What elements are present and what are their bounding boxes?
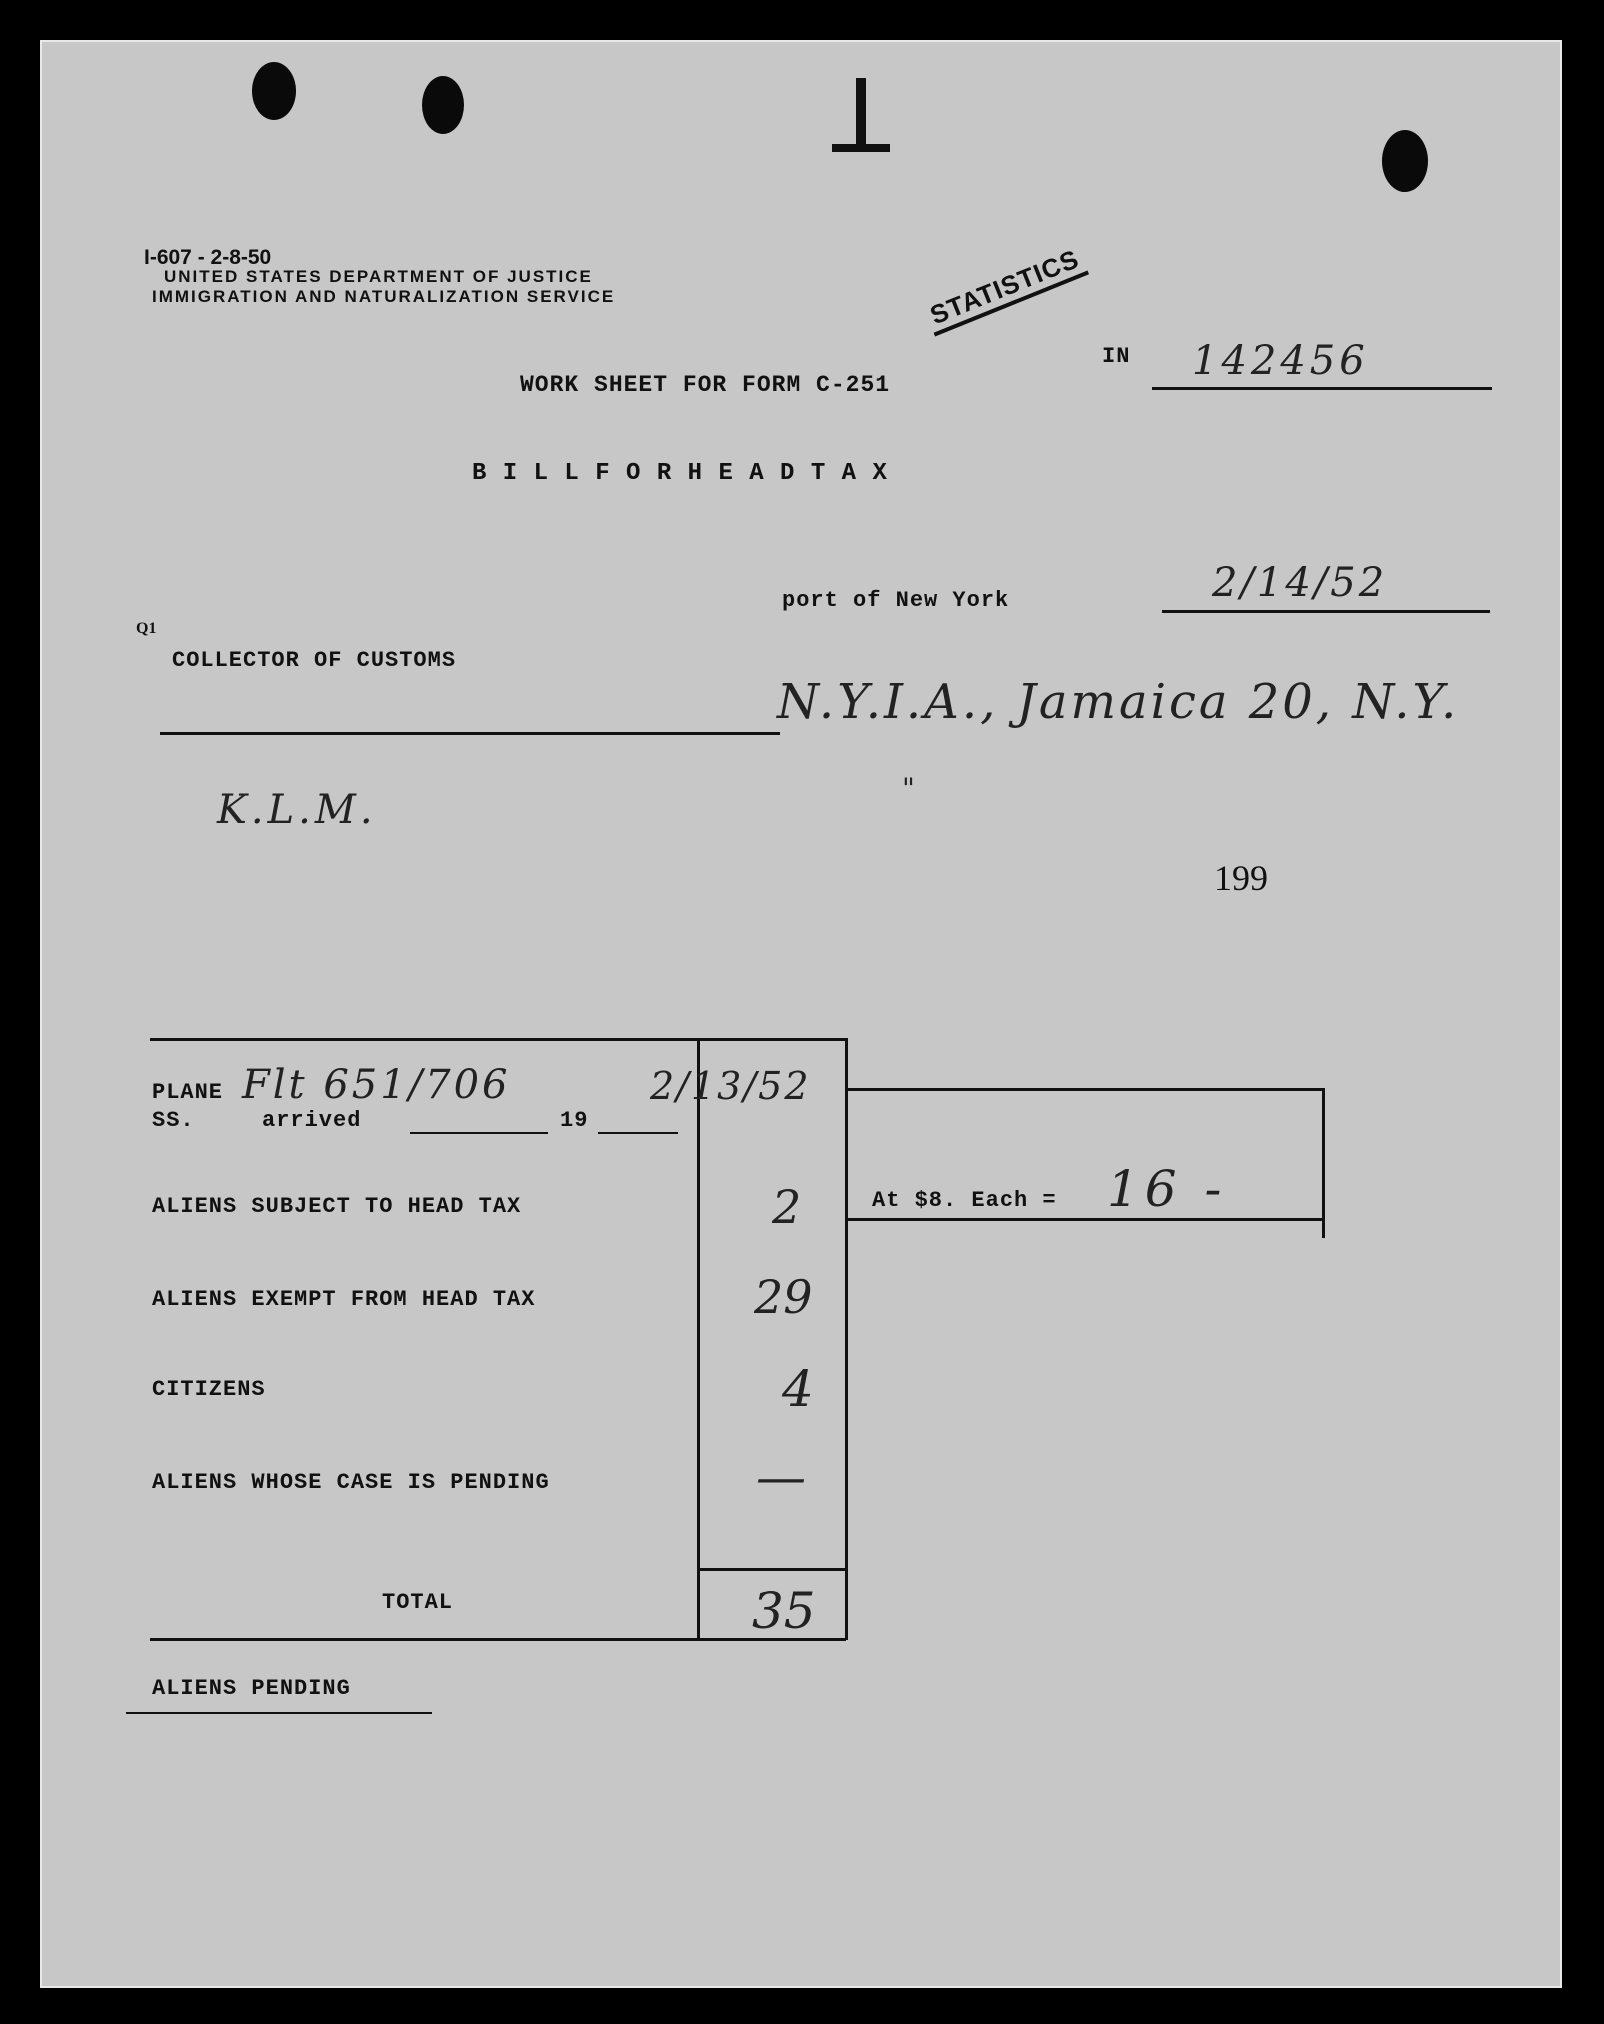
total-label: TOTAL bbox=[382, 1590, 454, 1615]
stamp-number: 199 bbox=[1214, 858, 1268, 898]
table-top-line bbox=[150, 1038, 846, 1041]
date-underline bbox=[1162, 610, 1490, 613]
total-separator-line bbox=[697, 1568, 847, 1571]
in-number-underline bbox=[1152, 387, 1492, 390]
row-label-subject: ALIENS SUBJECT TO HEAD TAX bbox=[152, 1194, 522, 1219]
year-prefix: 19 bbox=[560, 1108, 589, 1133]
bill-title: B I L L F O R H E A D T A X bbox=[472, 460, 888, 487]
punch-hole-left bbox=[252, 62, 296, 120]
table-bottom-line bbox=[150, 1638, 846, 1641]
total-value: 35 bbox=[752, 1582, 816, 1640]
row-value-citizens: 4 bbox=[782, 1360, 814, 1418]
collector-label: COLLECTOR OF CUSTOMS bbox=[172, 648, 457, 673]
row-label-pending: ALIENS WHOSE CASE IS PENDING bbox=[152, 1470, 550, 1495]
arrived-blank bbox=[410, 1132, 548, 1134]
location-handwritten: N.Y.I.A., Jamaica 20, N.Y. bbox=[777, 674, 1460, 730]
in-number: 142456 bbox=[1192, 338, 1369, 384]
rate-box-top bbox=[847, 1088, 1325, 1091]
row-value-subject: 2 bbox=[772, 1180, 802, 1234]
row-label-citizens: CITIZENS bbox=[152, 1377, 266, 1402]
rate-amount: 16 - bbox=[1107, 1160, 1228, 1218]
flight-date-handwritten: 2/13/52 bbox=[650, 1064, 811, 1108]
arrived-label: arrived bbox=[262, 1108, 362, 1133]
carrier-handwritten: K.L.M. bbox=[217, 787, 377, 833]
fold-mark bbox=[832, 78, 892, 158]
agency-line-1: UNITED STATES DEPARTMENT OF JUSTICE bbox=[164, 267, 593, 286]
to-prefix: Q1 bbox=[136, 620, 157, 637]
table-left-column-divider bbox=[697, 1038, 700, 1640]
date-handwritten: 2/14/52 bbox=[1212, 560, 1388, 606]
collector-address-line bbox=[160, 732, 780, 735]
row-label-exempt: ALIENS EXEMPT FROM HEAD TAX bbox=[152, 1287, 536, 1312]
row-value-exempt: 29 bbox=[754, 1270, 813, 1324]
agency-line-2: IMMIGRATION AND NATURALIZATION SERVICE bbox=[152, 287, 616, 306]
year-blank bbox=[598, 1132, 678, 1134]
punch-hole-middle bbox=[422, 76, 464, 134]
punch-hole-right bbox=[1382, 130, 1428, 192]
flight-handwritten: Flt 651/706 bbox=[242, 1062, 511, 1108]
port-label: port of New York bbox=[782, 588, 1010, 613]
table-right-border bbox=[845, 1038, 848, 1640]
aliens-pending-label: ALIENS PENDING bbox=[152, 1676, 351, 1701]
aliens-pending-underline bbox=[126, 1712, 432, 1714]
rate-box-bottom bbox=[847, 1218, 1325, 1221]
statistics-stamp: STATISTICS bbox=[922, 242, 1089, 337]
plane-label: PLANE bbox=[152, 1080, 224, 1105]
rate-label: At $8. Each = bbox=[872, 1188, 1057, 1213]
ss-label: SS. bbox=[152, 1108, 195, 1133]
row-value-pending: — bbox=[756, 1448, 806, 1506]
worksheet-title: WORK SHEET FOR FORM C-251 bbox=[520, 372, 891, 398]
form-number: I-607 - 2-8-50 bbox=[144, 246, 272, 269]
document-page bbox=[40, 40, 1562, 1988]
ditto-mark: " bbox=[902, 772, 915, 805]
in-label: IN bbox=[1102, 344, 1131, 369]
rate-box-right bbox=[1322, 1088, 1325, 1238]
